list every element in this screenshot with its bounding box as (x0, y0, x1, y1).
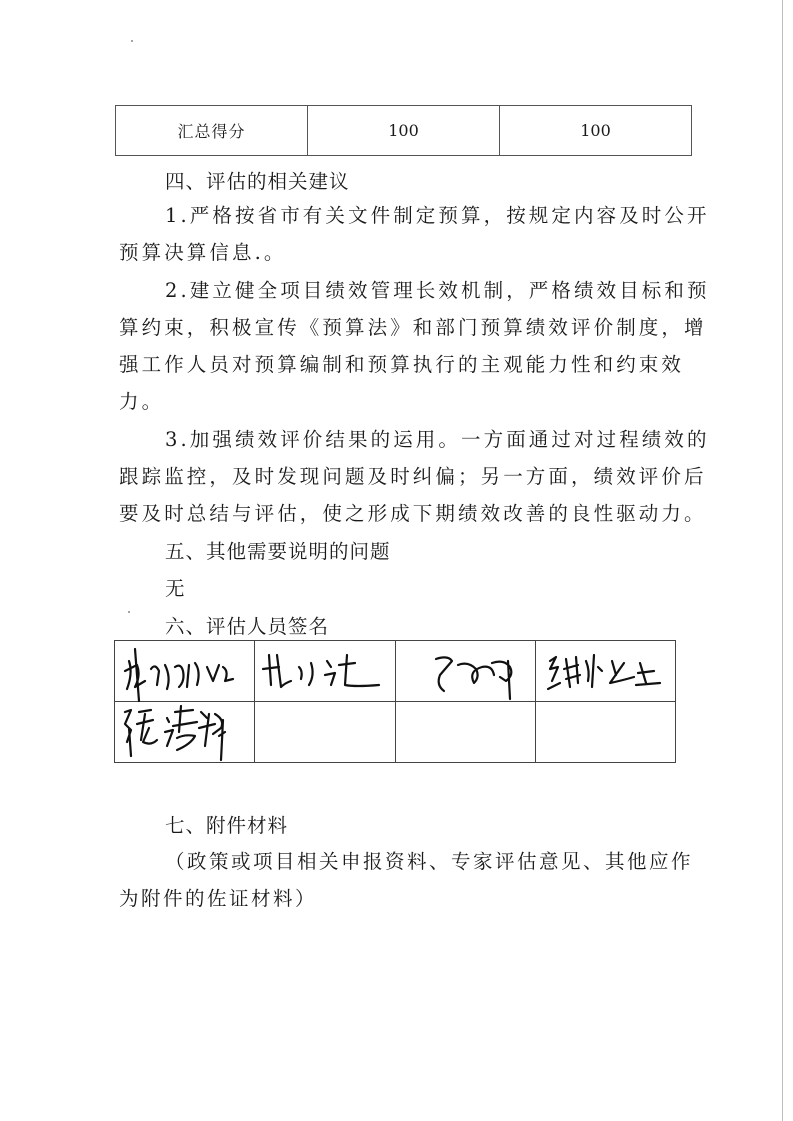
section-7-heading: 七、附件材料 (165, 814, 289, 837)
signature-table (114, 640, 676, 763)
suggestion-item-1 (119, 197, 710, 271)
signature-5 (115, 702, 255, 762)
text-line: 力。 (119, 390, 165, 413)
text-line: 1.严格按省市有关文件制定预算，按规定内容及时公开 (165, 204, 710, 227)
section-6-heading: 六、评估人员签名 (165, 615, 330, 638)
text-line: 要及时总结与评估，使之形成下期绩效改善的良性驱动力。 (119, 502, 707, 525)
scan-speck (128, 611, 130, 613)
attachment-note (119, 843, 694, 917)
suggestion-item-2 (119, 272, 710, 420)
signature-cell (255, 702, 395, 763)
summary-label-cell: 汇总得分 (116, 106, 308, 156)
text-line: 2.建立健全项目绩效管理长效机制，严格绩效目标和预 (165, 279, 710, 302)
signature-cell (535, 702, 675, 763)
table-row (115, 641, 676, 702)
summary-score-table (115, 105, 692, 156)
signature-1 (115, 641, 255, 701)
signature-2 (255, 641, 395, 701)
table-row (116, 106, 692, 156)
text-line: 预算决算信息.。 (119, 241, 287, 264)
page-edge-line (782, 0, 783, 1121)
signature-3 (396, 641, 536, 701)
signature-cell (395, 702, 535, 763)
summary-score-a-cell: 100 (308, 106, 500, 156)
suggestion-item-3 (119, 421, 710, 532)
signature-cell (115, 641, 255, 702)
signature-4 (536, 641, 676, 701)
section-5-heading: 五、其他需要说明的问题 (165, 540, 391, 563)
signature-cell (395, 641, 535, 702)
summary-score-b-cell: 100 (500, 106, 692, 156)
signature-cell (255, 641, 395, 702)
section-5-content: 无 (165, 577, 186, 600)
signature-cell (535, 641, 675, 702)
text-line: 跟踪监控，及时发现问题及时纠偏；另一方面，绩效评价后 (119, 465, 707, 488)
text-line: 3.加强绩效评价结果的运用。一方面通过对过程绩效的 (165, 428, 710, 451)
text-line: 为附件的佐证材料） (119, 887, 318, 910)
section-4-heading: 四、评估的相关建议 (165, 170, 350, 193)
text-line: （政策或项目相关申报资料、专家评估意见、其他应作 (165, 850, 694, 873)
table-row (115, 702, 676, 763)
scan-speck (131, 40, 133, 42)
text-line: 强工作人员对预算编制和预算执行的主观能力性和约束效 (119, 353, 685, 376)
signature-cell (115, 702, 255, 763)
text-line: 算约束，积极宣传《预算法》和部门预算绩效评价制度，增 (119, 316, 707, 339)
